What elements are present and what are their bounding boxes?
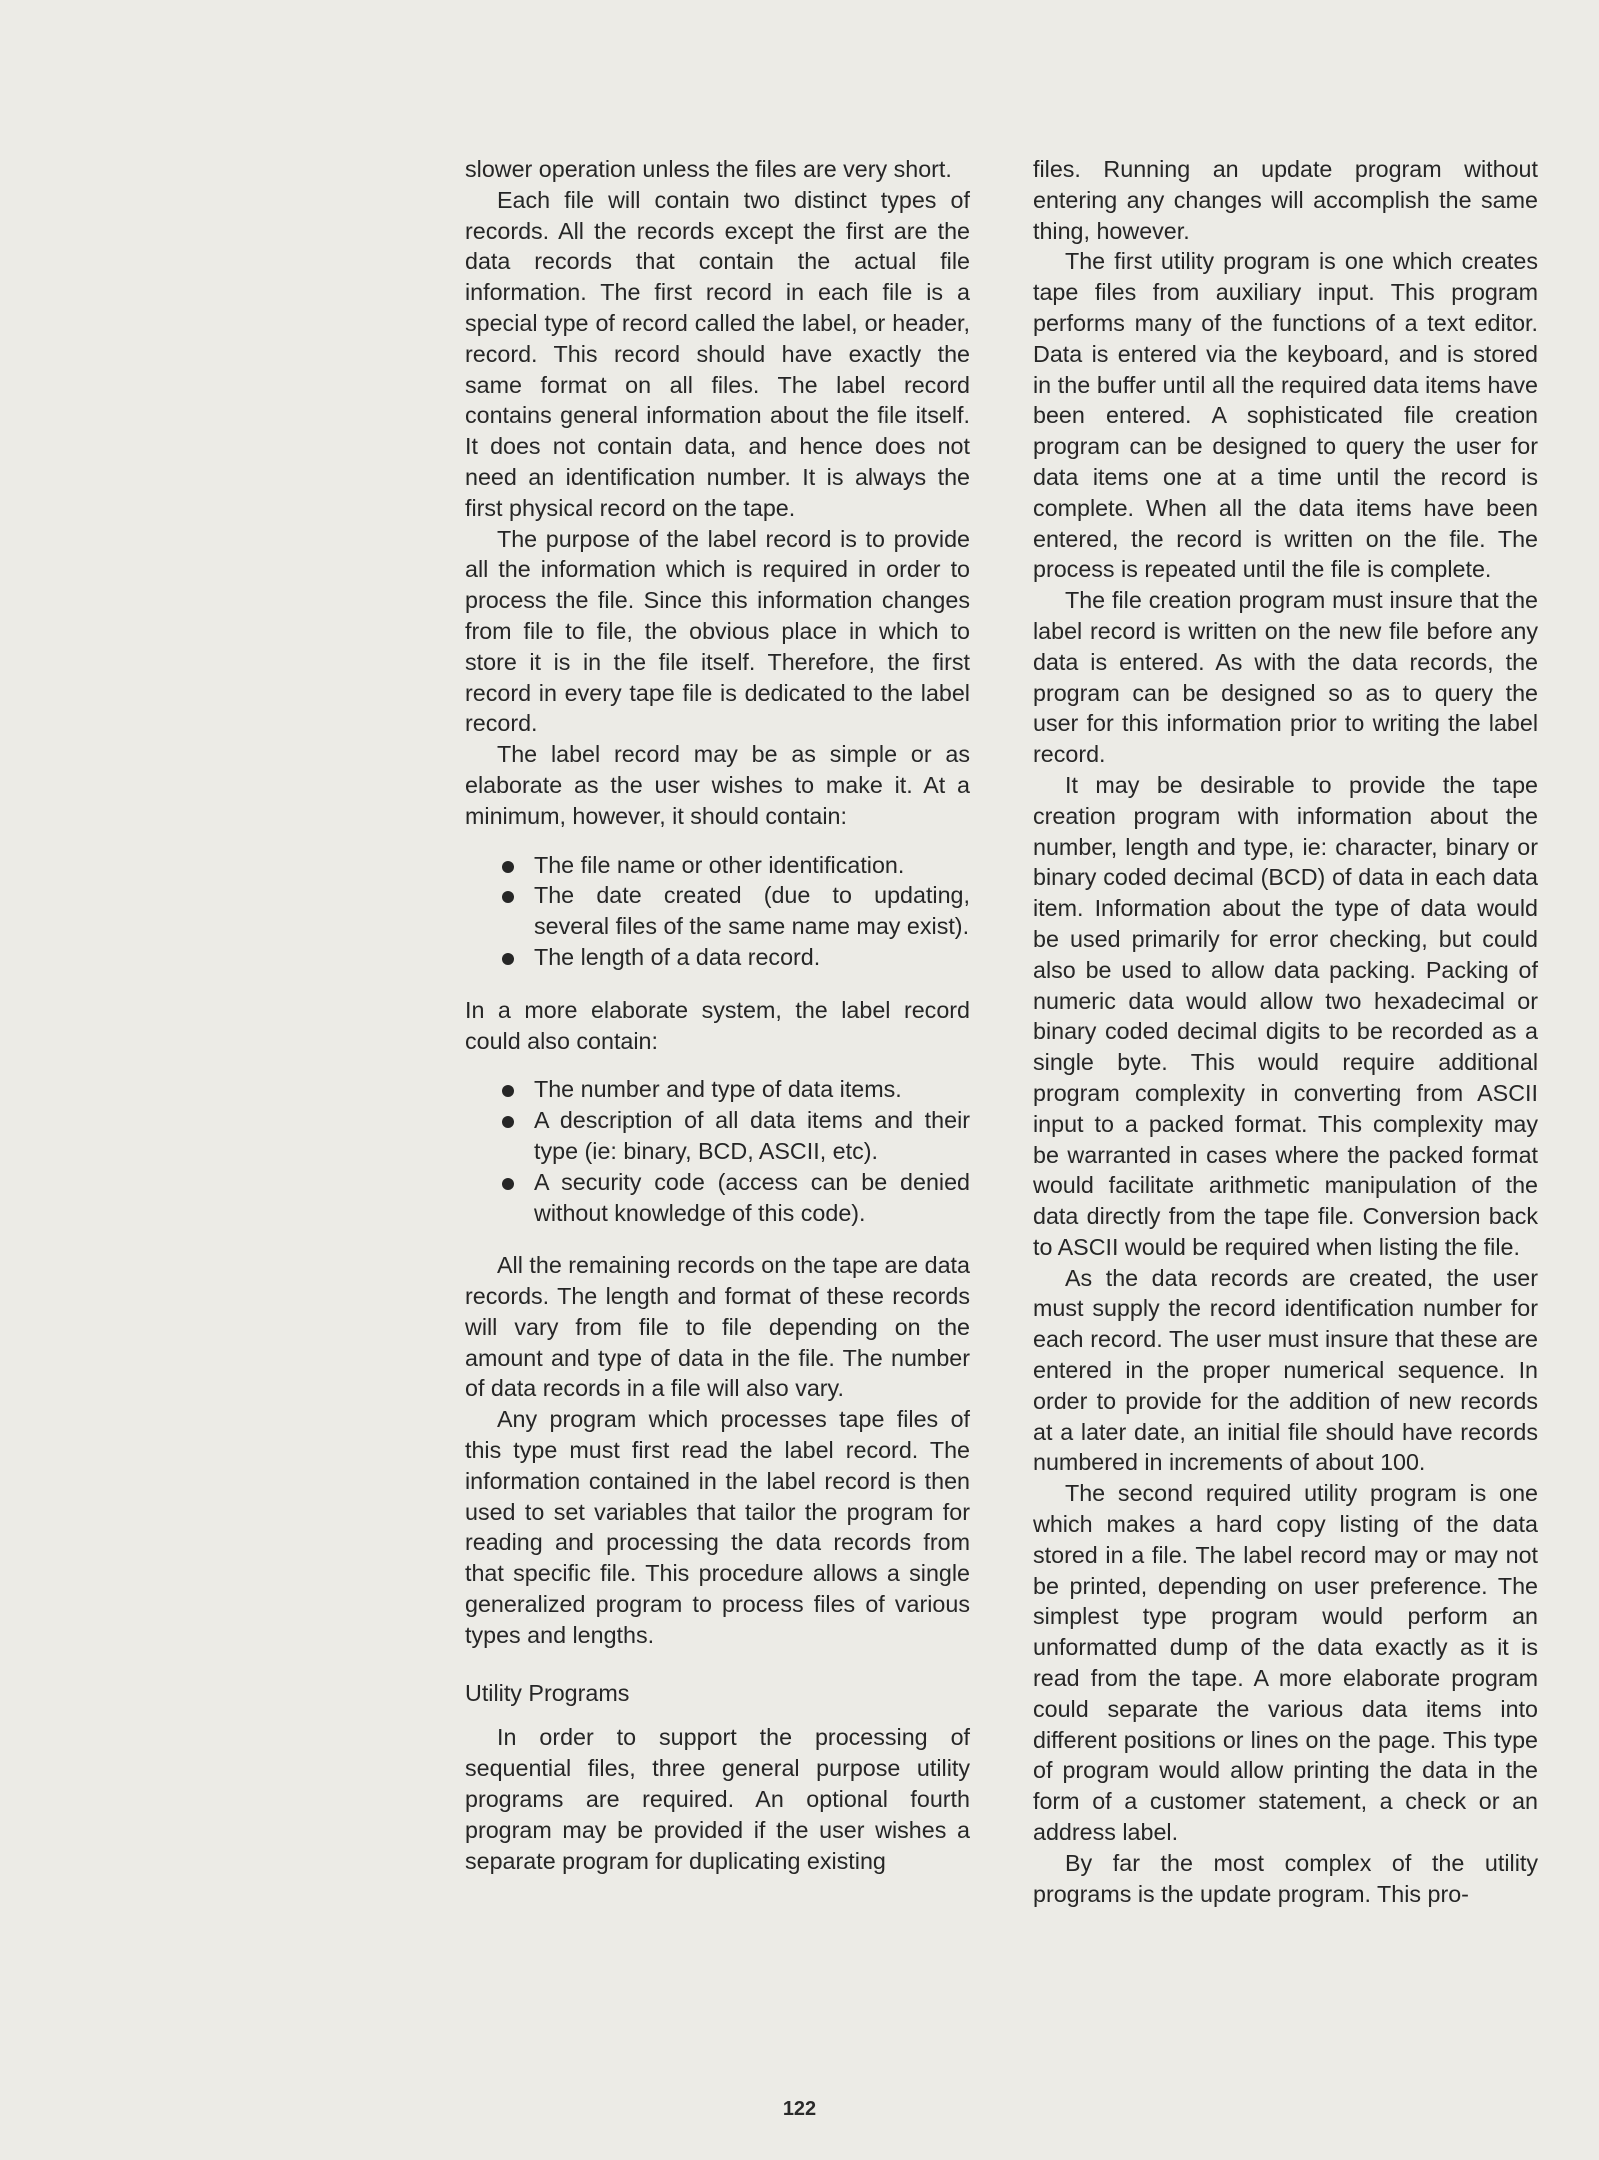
bullet-item: The file name or other identification. <box>534 850 970 881</box>
bullet-item: The number and type of data items. <box>534 1074 970 1105</box>
section-heading: Utility Programs <box>465 1679 630 1706</box>
paragraph: All the remaining records on the tape are data records. The length and format of these records will vary from file to file depending on the amount and type of data in the file. The number of data records in a file will also vary. <box>465 1252 970 1402</box>
paragraph: In a more elaborate system, the label record could also contain: <box>465 996 970 1054</box>
bullet-list <box>465 1074 970 1228</box>
paragraph: Any program which processes tape files of this type must first read the label record. The information contained in the label record is then used to set variables that tailor the program for reading and processing the data records from that specific file. This procedure allows a single generalized program to process files of various types and lengths. <box>465 1406 970 1648</box>
bullet-list <box>465 850 970 973</box>
page-number: 122 <box>782 2098 817 2120</box>
paragraph: The first utility program is one which creates tape files from auxiliary input. This program performs many of the functions of a text editor. Data is entered via the keyboard, and is stored in the buffer until all the required data items have been entered. A sophisticated file creation program can be designed to query the user for data items one at a time until the record is complete. When all the data items have been entered, the record is written on the file. The process is repeated until the file is complete. <box>1033 248 1538 583</box>
paragraph: Each file will contain two distinct types of records. All the records except the first are the data records that contain the actual file information. The first record in each file is a special type of record called the label, or header, record. This record should have exactly the same format on all files. The label record contains general information about the file itself. It does not contain data, and hence does not need an identification number. It is always the first physical record on the tape. <box>465 186 970 521</box>
paragraph: The purpose of the label record is to provide all the information which is required in order to process the file. Since this information changes from file to file, the obvious place in which to store it is in the file itself. Therefore, the first record in every tape file is dedicated to the label record. <box>465 525 970 737</box>
paragraph: It may be desirable to provide the tape creation program with information about the number, length and type, ie: character, binary or binary coded decimal (BCD) of data in each data item. Information about the type of data would be used primarily for error checking, but could also be used to allow data packing. Packing of numeric data would allow two hexadecimal or binary coded decimal digits to be recorded as a single byte. This would require additional program complexity in converting from ASCII input to a packed format. This complexity may be warranted in cases where the packed format would facilitate arithmetic manipulation of the data directly from the tape file. Conversion back to ASCII would be required when listing the file. <box>1033 771 1538 1260</box>
left-column <box>465 154 970 1876</box>
bullet-item: The date created (due to updating, several files of the same name may exist). <box>534 880 970 942</box>
paragraph: In order to support the processing of sequential files, three general purpose utility programs are required. An optional fourth program may be provided if the user wishes a separate program for duplicating existing <box>465 1724 970 1874</box>
right-column <box>1033 154 1538 1909</box>
paragraph: slower operation unless the files are very short. <box>465 156 952 182</box>
paragraph: By far the most complex of the utility programs is the update program. This pro- <box>1033 1849 1538 1907</box>
paragraph: files. Running an update program without entering any changes will accomplish the same thing, however. <box>1033 156 1538 244</box>
paragraph: As the data records are created, the user must supply the record identification number for each record. The user must insure that these are entered in the proper numerical sequence. In order to provide for the addition of new records at a later date, an initial file should have records numbered in increments of about 100. <box>1033 1264 1538 1476</box>
bullet-item: A description of all data items and their type (ie: binary, BCD, ASCII, etc). <box>534 1105 970 1167</box>
paragraph: The file creation program must insure that the label record is written on the new file before any data is entered. As with the data records, the program can be designed so as to query the user for this information prior to writing the label record. <box>1033 587 1538 768</box>
bullet-item: The length of a data record. <box>534 942 970 973</box>
paragraph: The second required utility program is one which makes a hard copy listing of the data stored in a file. The label record may or may not be printed, depending on user preference. The simplest type program would perform an unformatted dump of the data exactly as it is read from the tape. A more elaborate program could separate the various data items into different positions or lines on the page. This type of program would allow printing the data in the form of a customer statement, a check or an address label. <box>1033 1480 1538 1846</box>
paragraph: The label record may be as simple or as elaborate as the user wishes to make it. At a minimum, however, it should contain: <box>465 741 970 829</box>
bullet-item: A security code (access can be denied without knowledge of this code). <box>534 1167 970 1229</box>
